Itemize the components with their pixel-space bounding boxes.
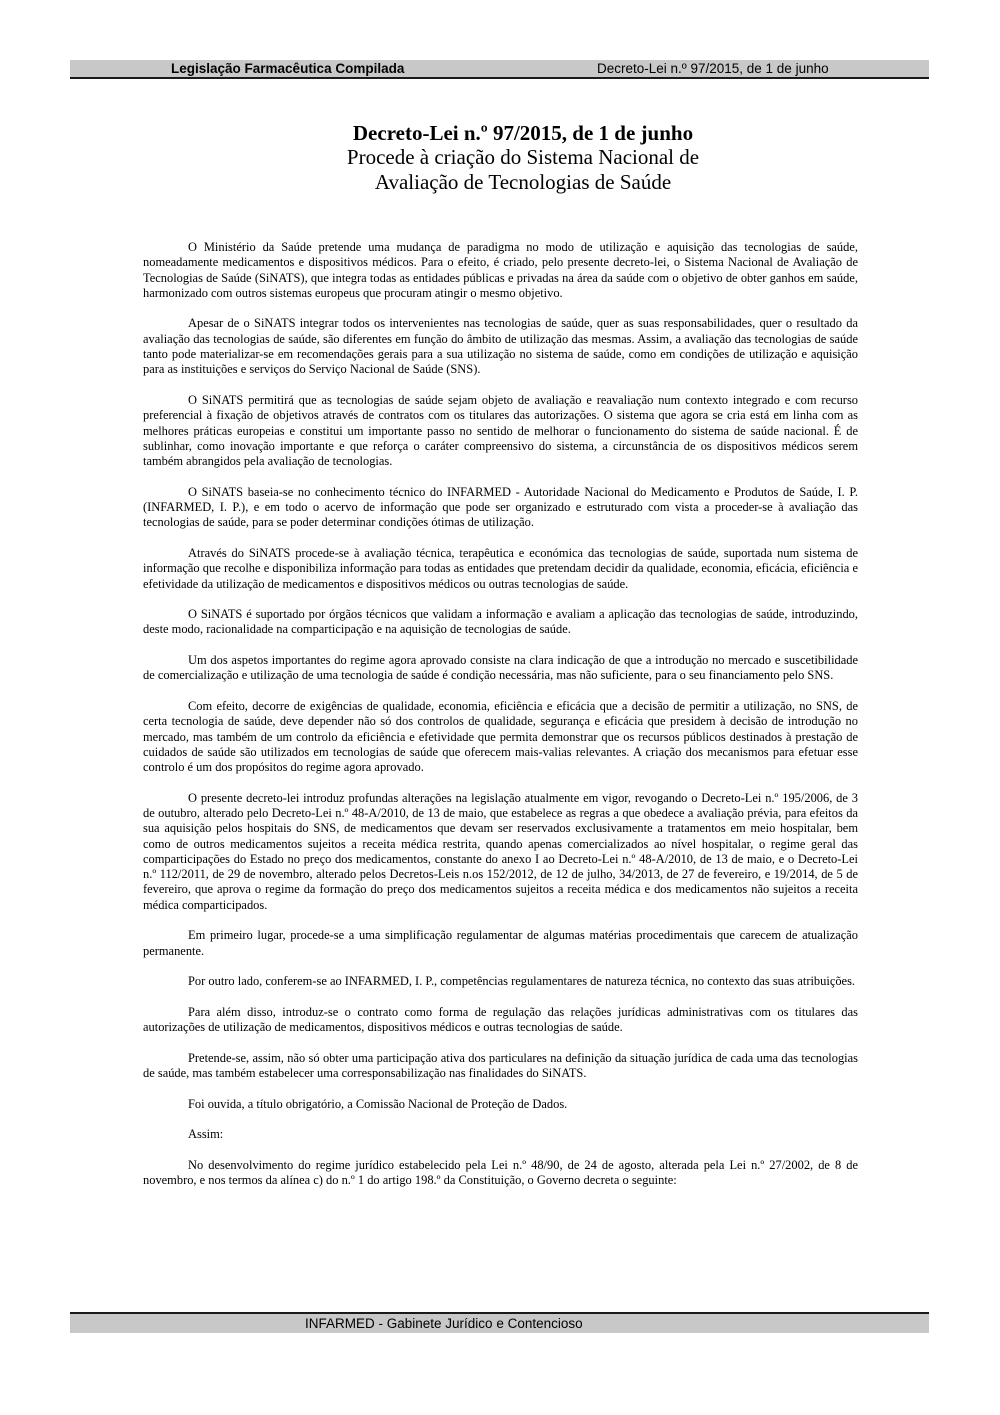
document-title: Decreto-Lei n.º 97/2015, de 1 de junho bbox=[352, 121, 694, 145]
paragraph: Foi ouvida, a título obrigatório, a Comissão Nacional de Proteção de Dados. bbox=[188, 1096, 568, 1111]
header-publication-title: Legislação Farmacêutica Compilada bbox=[171, 61, 405, 76]
running-header bbox=[70, 60, 929, 79]
paragraph: Pretende-se, assim, não só obter uma participação ativa dos particulares na definição da situação jurídica de cada uma das tecnologias de saúde, mas também estabelecer uma corresponsabilização nas finalidades do SiNATS. bbox=[143, 1050, 858, 1081]
paragraph: Com efeito, decorre de exigências de qualidade, economia, eficiência e eficácia que a decisão de permitir a utilização, no SNS, de certa tecnologia de saúde, deve depender não só dos controlos de qualidade, segurança e eficácia que presidem à decisão de introdução no mercado, mas também de um controlo da eficiência e efetividade que permita demonstrar que os recursos públicos destinados à prestação de cuidados de saúde são utilizados em tecnologias de saúde que oferecem mais-valias relevantes. A criação dos mecanismos para efetuar esse controlo é um dos propósitos do regime agora aprovado. bbox=[143, 698, 858, 775]
paragraph: O SiNATS é suportado por órgãos técnicos que validam a informação e avaliam a aplicação das tecnologias de saúde, introduzindo, deste modo, racionalidade na comparticipação e na aquisição de tecnologias de saúde. bbox=[143, 607, 858, 637]
paragraph: Assim: bbox=[188, 1127, 224, 1142]
running-footer bbox=[70, 1312, 929, 1333]
paragraph: O Ministério da Saúde pretende uma mudança de paradigma no modo de utilização e aquisição das tecnologias de saúde, nomeadamente medicamentos e dispositivos médicos. Para o efeito, é criado, pelo presente decreto-lei, o Sistema Nacional de Avaliação de Tecnologias de Saúde (SiNATS), que integra todas as entidades públicas e privadas na área da saúde com o objetivo de obter ganhos em saúde, harmonizado com outros sistemas europeus que procuram atingir o mesmo objetivo. bbox=[143, 240, 858, 300]
document-subtitle: Procede à criação do Sistema Nacional de Avaliação de Tecnologias de Saúde bbox=[346, 145, 700, 194]
paragraph: Para além disso, introduz-se o contrato como forma de regulação das relações jurídicas administrativas com os titulares das autorizações de utilização de medicamentos, dispositivos médicos e outras tecnologias de saúde. bbox=[143, 1004, 858, 1035]
paragraph: Um dos aspetos importantes do regime agora aprovado consiste na clara indicação de que a introdução no mercado e suscetibilidade de comercialização e utilização de uma tecnologia de saúde é condição necessária, mas não suficiente, para o seu financiamento pelo SNS. bbox=[143, 653, 858, 683]
paragraph: Por outro lado, conferem-se ao INFARMED, I. P., competências regulamentares de natureza técnica, no contexto das suas atribuições. bbox=[188, 974, 856, 989]
paragraph: No desenvolvimento do regime jurídico estabelecido pela Lei n.º 48/90, de 24 de agosto, alterada pela Lei n.º 27/2002, de 8 de novembro, e nos termos da alínea c) do n.º 1 do artigo 198.º da Constituição, o Governo decreta o seguinte: bbox=[143, 1157, 858, 1188]
preamble-body bbox=[143, 240, 858, 1204]
paragraph: Através do SiNATS procede-se à avaliação técnica, terapêutica e económica das tecnologias de saúde, suportada num sistema de informação que recolhe e disponibiliza informação para todas as entidades que pretendam decidir da qualidade, economia, eficácia, eficiência e efetividade da utilização de medicamentos e dispositivos médicos ou outras tecnologias de saúde. bbox=[143, 545, 858, 591]
paragraph: O SiNATS baseia-se no conhecimento técnico do INFARMED - Autoridade Nacional do Medicamento e Produtos de Saúde, I. P. (INFARMED, I. P.), e em todo o acervo de informação que pode ser organizado e estruturado com vista a proceder-se à avaliação das tecnologias de saúde, para se poder determinar condições ótimas de utilização. bbox=[143, 484, 858, 530]
paragraph: Em primeiro lugar, procede-se a uma simplificação regulamentar de algumas matérias procedimentais que carecem de atualização permanente. bbox=[143, 928, 858, 958]
paragraph: O SiNATS permitirá que as tecnologias de saúde sejam objeto de avaliação e reavaliação num contexto integrado e com recurso preferencial à fixação de objetivos através de contratos com os titulares das autorizações. O sistema que agora se cria está em linha com as melhores práticas europeias e constitui um importante passo no sentido de melhorar o funcionamento do sistema de saúde nacional. É de sublinhar, como inovação importante e que reforça o caráter compreensivo do sistema, a circunstância de os dispositivos médicos serem também abrangidos pela avaliação de tecnologias. bbox=[143, 392, 858, 469]
paragraph: Apesar de o SiNATS integrar todos os intervenientes nas tecnologias de saúde, quer as suas responsabilidades, quer o resultado da avaliação das tecnologias de saúde, são diferentes em função do âmbito de utilização das mesmas. Assim, a avaliação das tecnologias de saúde tanto pode materializar-se em recomendações gerais para a sua utilização no sistema de saúde, como em condições de utilização e aquisição para as instituições e serviços do Serviço Nacional de Saúde (SNS). bbox=[143, 316, 858, 377]
paragraph: O presente decreto-lei introduz profundas alterações na legislação atualmente em vigor, revogando o Decreto-Lei n.º 195/2006, de 3 de outubro, alterado pelo Decreto-Lei n.º 48-A/2010, de 13 de maio, que estabelece as regras a que obedece a avaliação prévia, para efeitos da sua aquisição pelos hospitais do SNS, de medicamentos que devam ser reservados exclusivamente a tratamentos em meio hospitalar, bem como de outros medicamentos sujeitos a receita médica restrita, quando apenas comercializados ao nível hospitalar, o regime geral das comparticipações do Estado no preço dos medicamentos, constante do anexo I ao Decreto-Lei n.º 48-A/2010, de 13 de maio, e o Decreto-Lei n.º 112/2011, de 29 de novembro, alterado pelos Decretos-Leis n.os 152/2012, de 12 de julho, 34/2013, de 27 de fevereiro, e 19/2014, de 5 de fevereiro, que aprova o regime da formação do preço dos medicamentos sujeitos a receita médica e dos medicamentos não sujeitos a receita médica comparticipados. bbox=[143, 790, 858, 912]
footer-text: INFARMED - Gabinete Jurídico e Contencioso bbox=[305, 1316, 583, 1331]
title-block bbox=[150, 121, 896, 195]
header-document-reference: Decreto-Lei n.º 97/2015, de 1 de junho bbox=[597, 61, 829, 76]
